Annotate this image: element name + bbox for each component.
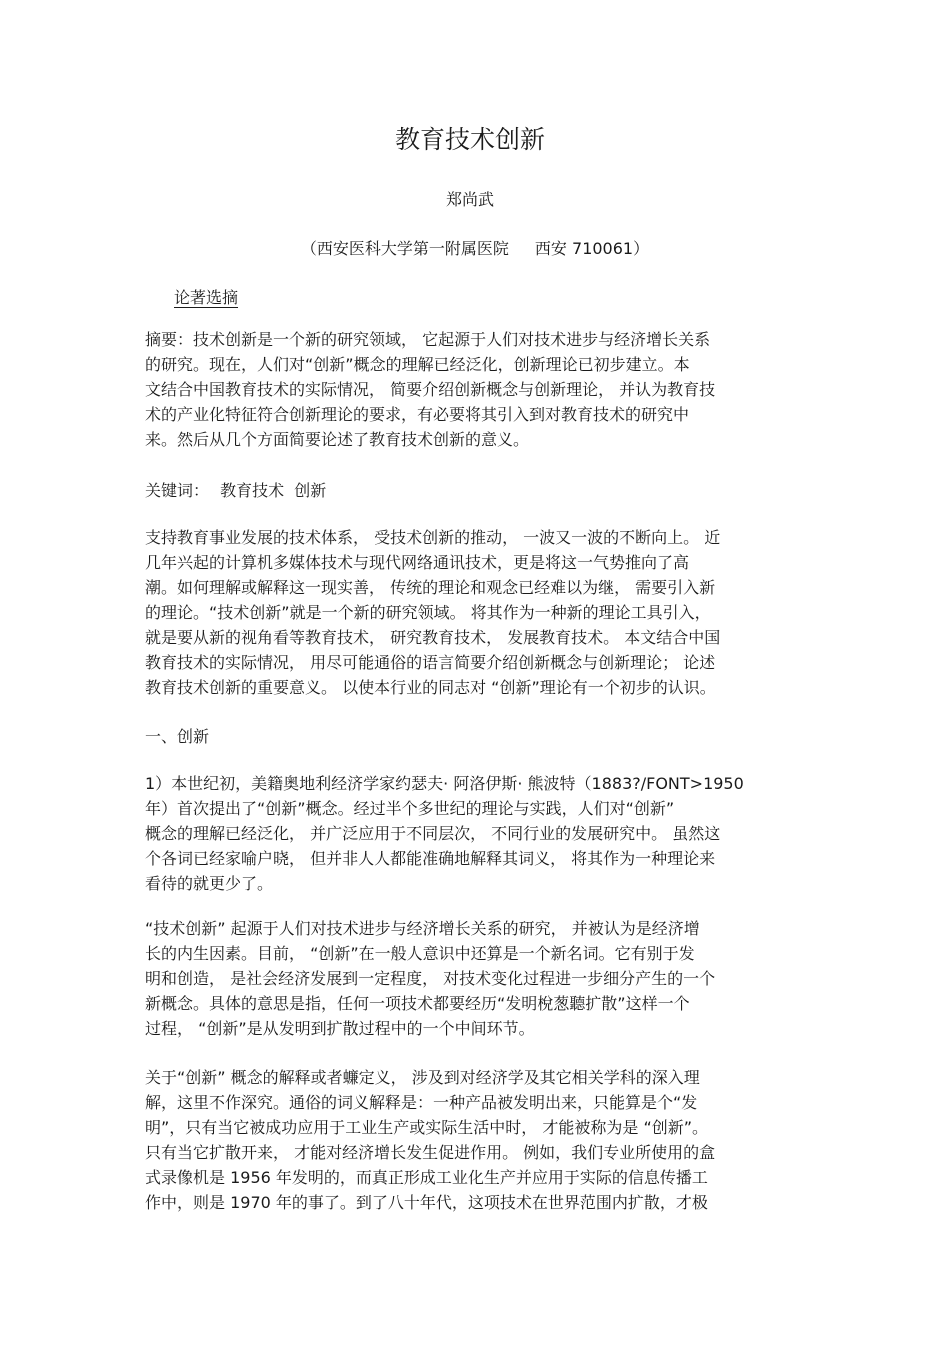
abstract-line: 文结合中国教育技术的实际情况， 简要介绍创新概念与创新理论， 并认为教育技 xyxy=(145,380,716,399)
section1-line: 看待的就更少了。 xyxy=(145,874,274,893)
section1-paragraph xyxy=(145,771,825,896)
abstract-line: 术的产业化特征符合创新理论的要求，有必要将其引入到对教育技术的研究中 xyxy=(145,405,690,424)
section-tag-link[interactable]: 论著选摘 xyxy=(174,288,239,307)
intro-line: 教育技术创新的重要意义。 以使本行业的同志对 “创新”理论有一个初步的认识。 xyxy=(145,678,716,697)
intro-paragraph xyxy=(145,525,825,700)
section1-line: 概念的理解已经泛化， 并广泛应用于不同层次， 不同行业的发展研究中。 虽然这 xyxy=(145,824,721,843)
section1-line: 年）首次提出了“创新”概念。经过半个多世纪的理论与实践，人们对“创新” xyxy=(145,799,675,818)
section2-line: 明和创造， 是社会经济发展到一定程度， 对技术变化过程进一步细分产生的一个 xyxy=(145,969,716,988)
intro-line: 支持教育事业发展的技术体系， 受技术创新的推动， 一波又一波的不断向上。 近 xyxy=(145,528,721,547)
section-heading: 一、创新 xyxy=(145,727,210,746)
section3-line: 只有当它扩散开来， 才能对经济增长发生促进作用。 例如，我们专业所使用的盒 xyxy=(145,1143,716,1162)
section2-line: “技术创新” 起源于人们对技术进步与经济增长关系的研究， 并被认为是经济增 xyxy=(145,919,700,938)
intro-line: 就是要从新的视角看等教育技术， 研究教育技术， 发展教育技术。 本文结合中国 xyxy=(145,628,721,647)
keywords-terms: 教育技术 创新 xyxy=(220,481,327,500)
section2-line: 新概念。具体的意思是指，任何一项技术都要经历“发明梲葱聽扩散”这样一个 xyxy=(145,994,690,1013)
intro-line: 教育技术的实际情况， 用尽可能通俗的语言简要介绍创新概念与创新理论； 论述 xyxy=(145,653,716,672)
abstract-line: 的研究。现在，人们对“创新”概念的理解已经泛化，创新理论已初步建立。本 xyxy=(145,355,690,374)
section1-line: 个各词已经家喻户晓， 但并非人人都能准确地解释其词义， 将其作为一种理论来 xyxy=(145,849,716,868)
abstract-line: 来。然后从几个方面简要论述了教育技术创新的意义。 xyxy=(145,430,530,449)
document-title: 教育技术创新 xyxy=(394,125,545,154)
keywords-line xyxy=(145,478,825,503)
section2-line: 长的内生因素。目前， “创新”在一般人意识中还算是一个新名词。它有别于发 xyxy=(145,944,695,963)
section1-line: 1）本世纪初，美籍奥地利经济学家约瑟夫· 阿洛伊斯· 熊波特（1883?/FONT>1950 xyxy=(145,774,744,793)
abstract-line: 摘要：技术创新是一个新的研究领域， 它起源于人们对技术进步与经济增长关系 xyxy=(145,330,711,349)
section3-line: 解，这里不作深究。通俗的词义解释是：一种产品被发明出来，只能算是个“发 xyxy=(145,1093,698,1112)
intro-line: 几年兴起的计算机多媒体技术与现代网络通讯技术，更是将这一气势推向了高 xyxy=(145,553,690,572)
keywords-label: 关键词： xyxy=(145,481,210,500)
section3-line: 式录像机是 1956 年发明的，而真正形成工业化生产并应用于实际的信息传播工 xyxy=(145,1168,708,1187)
affiliation-org: （西安医科大学第一附属医院 xyxy=(300,239,509,258)
section3-line: 作中，则是 1970 年的事了。到了八十年代，这项技术在世界范围内扩散，才极 xyxy=(145,1193,708,1212)
section3-paragraph xyxy=(145,1065,825,1215)
section2-line: 过程， “创新”是从发明到扩散过程中的一个中间环节。 xyxy=(145,1019,535,1038)
abstract-paragraph xyxy=(145,327,825,452)
section3-line: 关于“创新” 概念的解释或者蠊定义， 涉及到对经济学及其它相关学科的深入理 xyxy=(145,1068,700,1087)
section3-line: 明”，只有当它被成功应用于工业生产或实际生活中时， 才能被称为是 “创新”。 xyxy=(145,1118,709,1137)
author-name: 郑尚武 xyxy=(445,190,494,209)
section2-paragraph xyxy=(145,916,825,1041)
author-affiliation xyxy=(0,236,950,262)
affiliation-city: 西安 710061） xyxy=(534,239,650,258)
intro-line: 潮。如何理解或解释这一现实善， 传统的理论和观念已经难以为继， 需要引入新 xyxy=(145,578,716,597)
intro-line: 的理论。“技术创新”就是一个新的研究领域。 将其作为一种新的理论工具引入， xyxy=(145,603,711,622)
